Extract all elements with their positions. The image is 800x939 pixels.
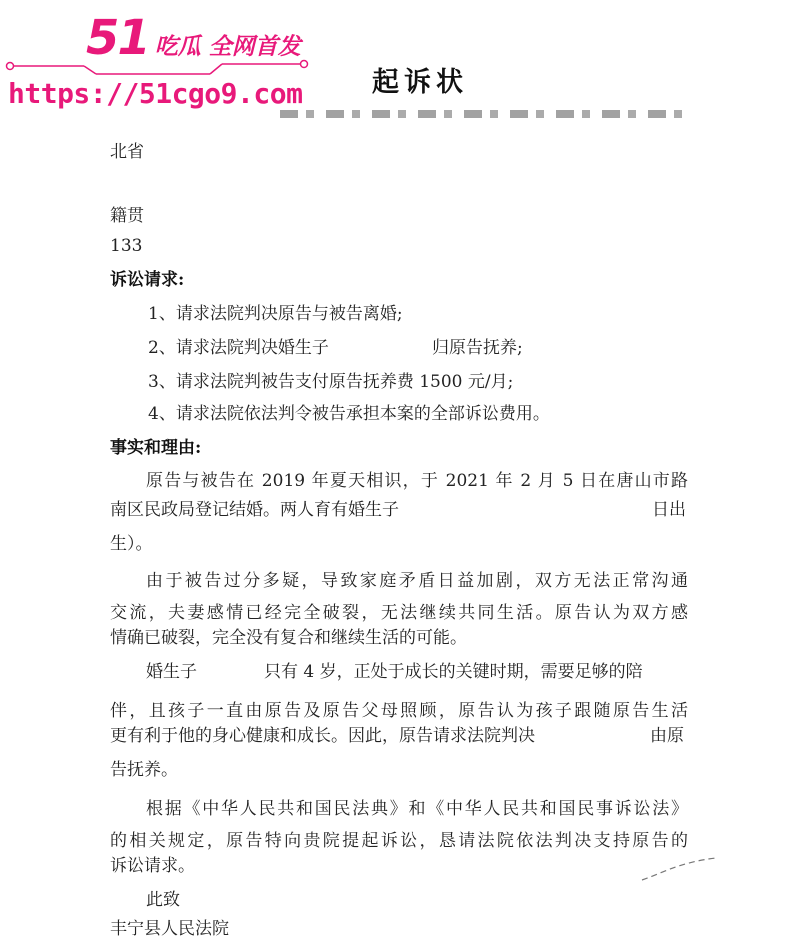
claim-4: 4、请求法院依法判令被告承担本案的全部诉讼费用。 (148, 404, 550, 424)
paragraph-line: 诉讼请求。 (110, 856, 195, 876)
paragraph-line: 日出 (652, 500, 686, 520)
closing: 此致 (146, 890, 180, 910)
paragraph-line: 情确已破裂，完全没有复合和继续生活的可能。 (110, 628, 467, 648)
paragraph-line: 婚生子 (146, 662, 197, 682)
pen-mark (640, 852, 720, 888)
party-line-3: 133 (110, 236, 143, 256)
paragraph-line: 的相关规定，原告特向贵院提起诉讼，恳请法院依法判决支持原告的 (110, 831, 688, 851)
paragraph-line: 由于被告过分多疑，导致家庭矛盾日益加剧，双方无法正常沟通 (146, 571, 688, 591)
claims-heading: 诉讼请求: (110, 270, 185, 290)
paragraph-line: 南区民政局登记结婚。两人育有婚生子 (110, 500, 399, 520)
cropped-text-line (280, 110, 690, 118)
claim-1: 1、请求法院判决原告与被告离婚; (148, 304, 403, 324)
claim-3: 3、请求法院判被告支付原告抚养费 1500 元/月; (148, 372, 514, 392)
paragraph-line: 由原 (650, 726, 684, 746)
watermark-number: 51 (86, 10, 149, 66)
watermark-tagline: 吃瓜 全网首发 (154, 34, 301, 60)
document-title: 起诉状 (372, 67, 468, 98)
party-line-1: 北省 (110, 142, 144, 162)
watermark-url: https://51cgo9.com (8, 77, 303, 110)
court-name-cropped: 丰宁县人民法院 (110, 919, 229, 939)
paragraph-line: 只有 4 岁，正处于成长的关键时期，需要足够的陪 (264, 662, 643, 682)
watermark-circuit-decoration (0, 54, 320, 78)
paragraph-line: 根据《中华人民共和国民法典》和《中华人民共和国民事诉讼法》 (146, 799, 688, 819)
paragraph-line: 原告与被告在 2019 年夏天相识，于 2021 年 2 月 5 日在唐山市路 (146, 471, 688, 491)
paragraph-line: 生）。 (110, 534, 153, 554)
claim-2-part-2: 归原告抚养; (432, 338, 523, 358)
paragraph-line: 伴，且孩子一直由原告及原告父母照顾，原告认为孩子跟随原告生活 (110, 701, 688, 721)
party-line-2: 籍贯 (110, 206, 144, 226)
facts-heading: 事实和理由: (110, 438, 202, 458)
paragraph-line: 交流，夫妻感情已经完全破裂，无法继续共同生活。原告认为双方感 (110, 603, 688, 623)
paragraph-line: 更有利于他的身心健康和成长。因此，原告请求法院判决 (110, 726, 535, 746)
claim-2-part-1: 2、请求法院判决婚生子 (148, 338, 329, 358)
paragraph-line: 告抚养。 (110, 760, 178, 780)
